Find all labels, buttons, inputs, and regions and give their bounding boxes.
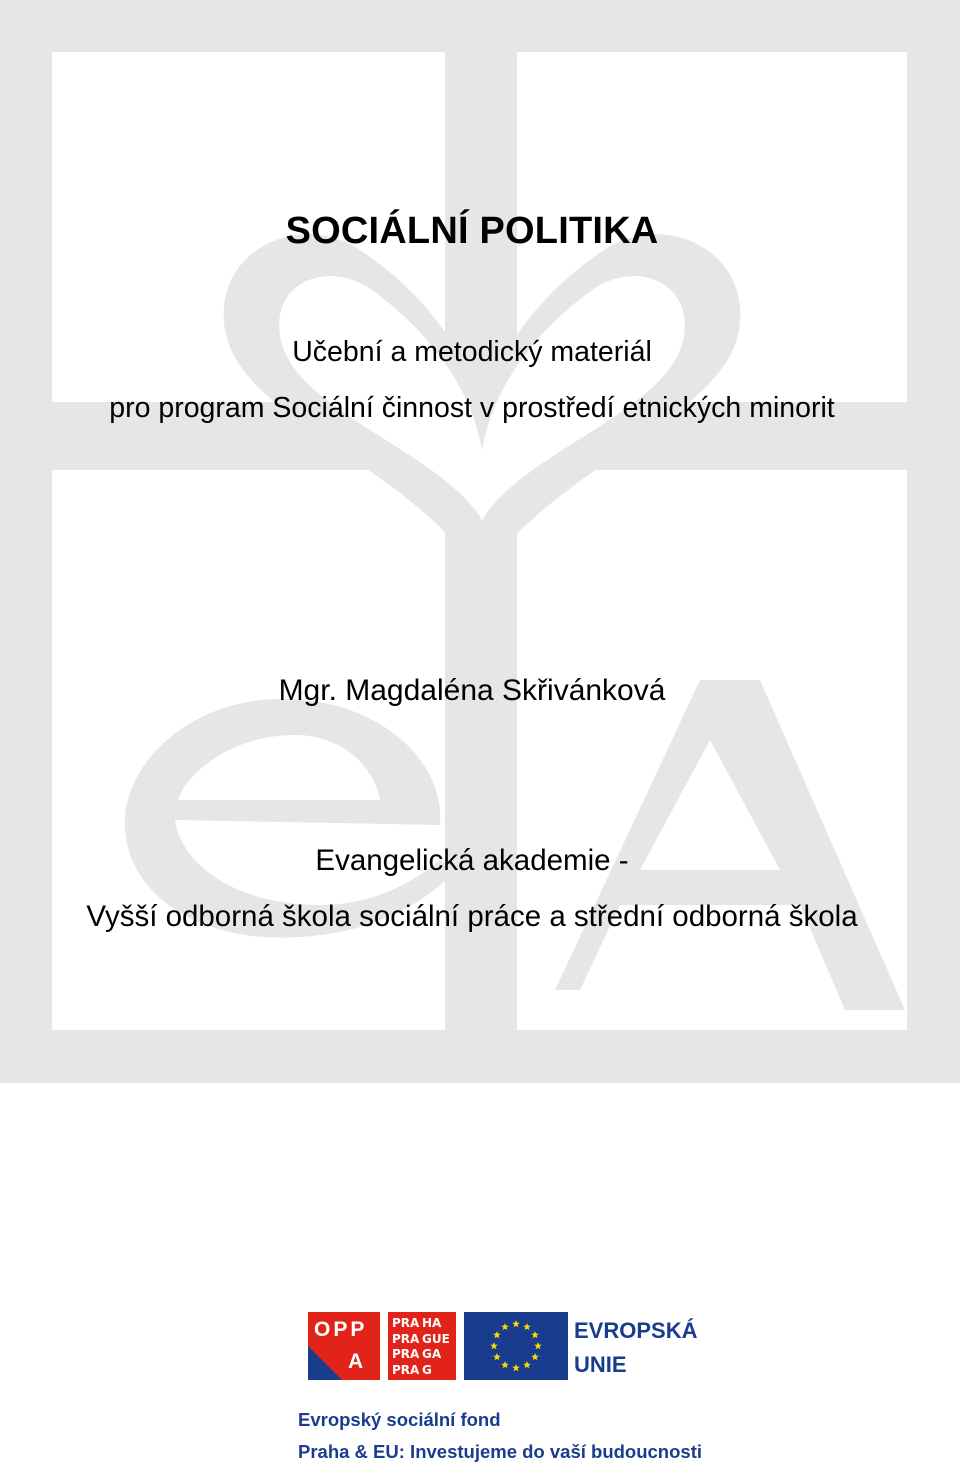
oppa-logo-row2: A [348, 1350, 367, 1373]
eu-star-icon [523, 1361, 531, 1368]
institution-line-1: Evangelická akademie - [315, 844, 629, 877]
institution-line-2: Vyšší odborná škola sociální práce a střední odborná škola [86, 900, 858, 933]
eu-logo-text [574, 1314, 697, 1382]
eu-flag-icon [464, 1312, 568, 1380]
praha-logo-cell: PRA [392, 1347, 420, 1361]
praha-logo-cell: PRA [392, 1362, 420, 1377]
document-title: SOCIÁLNÍ POLITIKA [285, 210, 659, 252]
praha-logo-cell: PRA [392, 1316, 420, 1330]
praha-logo-cell: PRA [392, 1331, 420, 1346]
eu-star-icon [493, 1353, 501, 1360]
fund-name: Evropský sociální fond [298, 1409, 501, 1430]
author-name: Mgr. Magdaléna Skřivánková [278, 674, 666, 707]
eu-star-icon [523, 1323, 531, 1330]
eu-star-icon [512, 1320, 520, 1327]
eu-star-icon [534, 1342, 542, 1349]
eu-star-icon [501, 1323, 509, 1330]
praha-logo-cell: HA [422, 1316, 442, 1330]
praha-logo-cell: GUE [422, 1331, 450, 1346]
oppa-logo-row1: OPP [314, 1318, 368, 1341]
eu-star-icon [531, 1353, 539, 1360]
eu-star-icon [531, 1331, 539, 1338]
eu-logo-line2: UNIE [574, 1352, 627, 1377]
eu-star-icon [490, 1342, 498, 1349]
funding-logos [308, 1312, 708, 1384]
subtitle-line-2: pro program Sociální činnost v prostředí etnických minorit [109, 392, 835, 424]
slogan: Praha & EU: Investujeme do vaší budoucnosti [298, 1441, 703, 1462]
eu-star-icon [501, 1361, 509, 1368]
subtitle-line-1: Učební a metodický materiál [292, 336, 652, 368]
praha-logo-cell: G [422, 1362, 432, 1377]
eu-logo-line1: EVROPSKÁ [574, 1318, 698, 1343]
praha-logo [388, 1312, 456, 1380]
praha-logo-cell: GA [422, 1347, 442, 1361]
oppa-logo [308, 1312, 380, 1380]
eu-star-icon [493, 1331, 501, 1338]
eu-star-icon [512, 1364, 520, 1371]
